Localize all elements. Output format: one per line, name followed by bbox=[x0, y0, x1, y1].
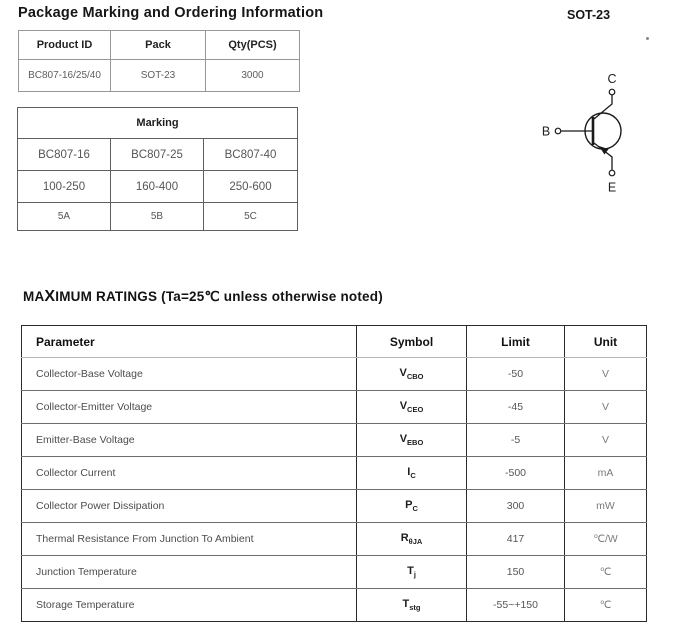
marking-row-hfe bbox=[18, 171, 298, 203]
limit-cell: -50 bbox=[467, 358, 565, 391]
marking-cell: BC807-40 bbox=[204, 139, 298, 171]
limit-cell: 417 bbox=[467, 523, 565, 556]
symbol-cell bbox=[357, 391, 467, 424]
ordering-cell-product-id: BC807-16/25/40 bbox=[19, 60, 111, 92]
unit-cell: mA bbox=[565, 457, 647, 490]
ordering-cell-pack: SOT-23 bbox=[111, 60, 206, 92]
marking-cell: 250-600 bbox=[204, 171, 298, 203]
unit-cell: V bbox=[565, 358, 647, 391]
symbol-main: P bbox=[405, 499, 413, 511]
marking-cell: 160-400 bbox=[111, 171, 204, 203]
ratings-header-symbol: Symbol bbox=[357, 326, 467, 358]
collector-terminal-circle bbox=[609, 89, 615, 95]
symbol-subscript: EBO bbox=[407, 438, 424, 447]
marking-cell: BC807-16 bbox=[18, 139, 111, 171]
ratings-row-collector-power-dissipation bbox=[22, 490, 647, 523]
unit-cell: ℃/W bbox=[565, 523, 647, 556]
parameter-cell: Storage Temperature bbox=[22, 589, 357, 622]
ratings-row-collector-current bbox=[22, 457, 647, 490]
ordering-header-product-id: Product ID bbox=[19, 31, 111, 60]
symbol-subscript: θJA bbox=[408, 537, 423, 546]
unit-cell: mW bbox=[565, 490, 647, 523]
ordering-header-pack: Pack bbox=[111, 31, 206, 60]
ratings-row-collector-emitter-voltage bbox=[22, 391, 647, 424]
unit-cell: V bbox=[565, 424, 647, 457]
symbol-subscript: stg bbox=[409, 603, 421, 612]
symbol-subscript: CBO bbox=[406, 372, 424, 381]
ordering-table bbox=[18, 30, 300, 92]
marking-header-row bbox=[18, 108, 298, 139]
symbol-cell bbox=[357, 490, 467, 523]
emitter-terminal-label: E bbox=[607, 180, 617, 195]
parameter-cell: Collector Current bbox=[22, 457, 357, 490]
ordering-header-qty: Qty(PCS) bbox=[206, 31, 300, 60]
maximum-ratings-table bbox=[21, 325, 647, 622]
ratings-row-emitter-base-voltage bbox=[22, 424, 647, 457]
base-terminal-circle bbox=[555, 128, 561, 134]
symbol-cell bbox=[357, 589, 467, 622]
package-type-label: SOT-23 bbox=[567, 8, 611, 22]
symbol-main: V bbox=[399, 367, 407, 379]
marking-row-part bbox=[18, 139, 298, 171]
parameter-cell: Collector Power Dissipation bbox=[22, 490, 357, 523]
symbol-subscript: C bbox=[412, 504, 418, 513]
ratings-row-storage-temperature bbox=[22, 589, 647, 622]
ratings-heading-prefix: MA bbox=[23, 289, 45, 304]
ratings-header-unit: Unit bbox=[565, 326, 647, 358]
symbol-cell bbox=[357, 556, 467, 589]
ratings-row-collector-base-voltage bbox=[22, 358, 647, 391]
symbol-main: T bbox=[402, 598, 410, 610]
parameter-cell: Thermal Resistance From Junction To Ambient bbox=[22, 523, 357, 556]
symbol-cell bbox=[357, 457, 467, 490]
unit-cell: ℃ bbox=[565, 589, 647, 622]
ratings-header-parameter: Parameter bbox=[22, 326, 357, 358]
marking-cell: 100-250 bbox=[18, 171, 111, 203]
scan-speck bbox=[646, 37, 649, 40]
limit-cell: -500 bbox=[467, 457, 565, 490]
marking-cell: BC807-25 bbox=[111, 139, 204, 171]
unit-cell: ℃ bbox=[565, 556, 647, 589]
marking-cell: 5B bbox=[111, 203, 204, 231]
parameter-cell: Collector-Emitter Voltage bbox=[22, 391, 357, 424]
marking-cell: 5A bbox=[18, 203, 111, 231]
marking-header: Marking bbox=[18, 108, 298, 139]
ratings-header-limit: Limit bbox=[467, 326, 565, 358]
marking-row-code bbox=[18, 203, 298, 231]
ratings-row-junction-temperature bbox=[22, 556, 647, 589]
transistor-symbol bbox=[538, 70, 650, 198]
ratings-heading-emphasis: X bbox=[44, 288, 56, 305]
parameter-cell: Emitter-Base Voltage bbox=[22, 424, 357, 457]
ratings-section-heading bbox=[23, 288, 383, 306]
limit-cell: -45 bbox=[467, 391, 565, 424]
collector-lead-line bbox=[594, 95, 612, 119]
parameter-cell: Collector-Base Voltage bbox=[22, 358, 357, 391]
marking-table bbox=[17, 107, 298, 231]
ratings-header-row bbox=[22, 326, 647, 358]
symbol-subscript: j bbox=[413, 570, 416, 579]
base-terminal-label: B bbox=[541, 124, 551, 139]
emitter-lead-line bbox=[594, 143, 612, 170]
ordering-data-row bbox=[19, 60, 300, 92]
symbol-main: I bbox=[407, 466, 411, 478]
symbol-main: V bbox=[399, 433, 408, 445]
symbol-cell bbox=[357, 523, 467, 556]
symbol-main: V bbox=[399, 400, 408, 412]
ratings-heading-suffix: IMUM RATINGS (Ta=25℃ unless otherwise noted) bbox=[55, 289, 383, 304]
marking-cell: 5C bbox=[204, 203, 298, 231]
collector-terminal-label: C bbox=[607, 72, 617, 86]
symbol-cell bbox=[357, 424, 467, 457]
symbol-cell bbox=[357, 358, 467, 391]
symbol-subscript: CEO bbox=[407, 405, 424, 414]
symbol-subscript: C bbox=[410, 471, 416, 480]
parameter-cell: Junction Temperature bbox=[22, 556, 357, 589]
ratings-row-thermal-resistance bbox=[22, 523, 647, 556]
limit-cell: -55~+150 bbox=[467, 589, 565, 622]
page-title: Package Marking and Ordering Information bbox=[18, 5, 324, 21]
symbol-main: R bbox=[400, 532, 409, 544]
limit-cell: 300 bbox=[467, 490, 565, 523]
limit-cell: 150 bbox=[467, 556, 565, 589]
unit-cell: V bbox=[565, 391, 647, 424]
limit-cell: -5 bbox=[467, 424, 565, 457]
emitter-terminal-circle bbox=[609, 170, 615, 176]
ordering-header-row bbox=[19, 31, 300, 60]
symbol-main: T bbox=[407, 565, 414, 577]
ordering-cell-qty: 3000 bbox=[206, 60, 300, 92]
